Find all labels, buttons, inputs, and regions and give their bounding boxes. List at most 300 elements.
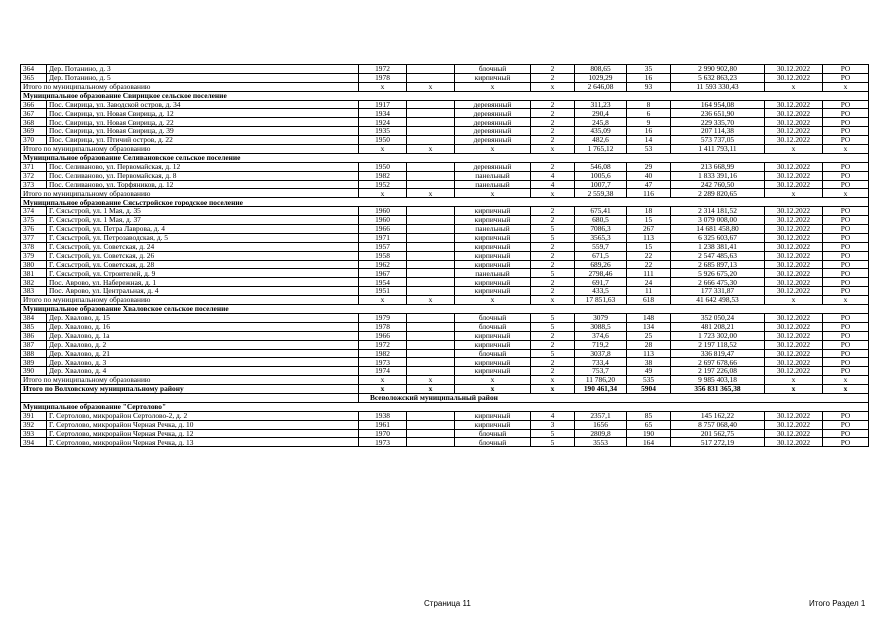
table-cell: 245,8: [575, 118, 627, 127]
table-cell: 30.12.2022: [765, 100, 823, 109]
total-cell: 9 985 403,18: [671, 376, 765, 385]
table-cell: кирпичный: [455, 278, 531, 287]
total-label: Итого по Волховскому муниципальному району: [21, 385, 359, 394]
total-cell: 618: [627, 296, 671, 305]
table-cell: Пос. Аврово, ул. Центральная, д. 4: [47, 287, 359, 296]
table-cell: кирпичный: [455, 420, 531, 429]
table-cell: 2 197 226,08: [671, 367, 765, 376]
table-cell: 38: [627, 358, 671, 367]
table-row: [21, 171, 869, 180]
table-cell: 352 050,24: [671, 313, 765, 322]
table-cell: 9: [627, 118, 671, 127]
table-cell: 2: [531, 278, 575, 287]
table-cell: [407, 420, 455, 429]
section-title: Муниципальное образование Селивановское сельское поселение: [21, 153, 869, 162]
table-cell: 675,41: [575, 207, 627, 216]
table-cell: 207 114,38: [671, 127, 765, 136]
table-cell: 5: [531, 269, 575, 278]
table-cell: Г. Сясьстрой, ул. Советская, д. 26: [47, 251, 359, 260]
total-label: Итого по муниципальному образованию: [21, 376, 359, 385]
total-label: Итого по муниципальному образованию: [21, 189, 359, 198]
table-cell: 559,7: [575, 242, 627, 251]
table-cell: 113: [627, 233, 671, 242]
table-cell: 242 760,50: [671, 180, 765, 189]
table-cell: 382: [21, 278, 47, 287]
table-cell: РО: [823, 136, 869, 145]
table-cell: 1960: [359, 216, 407, 225]
table-row: [21, 242, 869, 251]
table-cell: 1 238 381,41: [671, 242, 765, 251]
table-cell: 366: [21, 100, 47, 109]
table-cell: 2 314 181,52: [671, 207, 765, 216]
table-cell: 2: [531, 331, 575, 340]
table-cell: блочный: [455, 429, 531, 438]
section-title: Муниципальное образование Сясьстройское городское поселение: [21, 198, 869, 207]
table-cell: 680,5: [575, 216, 627, 225]
total-cell: x: [407, 145, 455, 154]
table-cell: 30.12.2022: [765, 127, 823, 136]
section-title: Муниципальное образование Хваловское сельское поселение: [21, 305, 869, 314]
table-cell: Дер. Хвалово, д. 21: [47, 349, 359, 358]
table-cell: [407, 65, 455, 74]
table-cell: [407, 180, 455, 189]
total-cell: x: [765, 145, 823, 154]
table-cell: 16: [627, 73, 671, 82]
table-cell: 1972: [359, 65, 407, 74]
table-cell: [407, 322, 455, 331]
table-row: [21, 367, 869, 376]
table-cell: 2 547 485,63: [671, 251, 765, 260]
total-cell: 2 646,08: [575, 82, 627, 91]
table-cell: 40: [627, 171, 671, 180]
table-cell: 378: [21, 242, 47, 251]
table-row: [21, 260, 869, 269]
table-cell: 30.12.2022: [765, 225, 823, 234]
table-cell: деревянный: [455, 127, 531, 136]
table-cell: 1954: [359, 278, 407, 287]
table-cell: 29: [627, 162, 671, 171]
total-cell: x: [823, 189, 869, 198]
table-cell: [407, 100, 455, 109]
table-cell: 5: [531, 225, 575, 234]
table-cell: Г. Сясьстрой, ул. Советская, д. 28: [47, 260, 359, 269]
table-cell: РО: [823, 100, 869, 109]
table-cell: 808,65: [575, 65, 627, 74]
table-cell: 377: [21, 233, 47, 242]
table-cell: 5: [531, 438, 575, 447]
table-cell: 213 668,99: [671, 162, 765, 171]
table-cell: 380: [21, 260, 47, 269]
table-row: [21, 233, 869, 242]
table-cell: 2798,46: [575, 269, 627, 278]
table-cell: 164 954,08: [671, 100, 765, 109]
total-cell: x: [455, 82, 531, 91]
table-cell: РО: [823, 411, 869, 420]
table-cell: 16: [627, 127, 671, 136]
table-cell: РО: [823, 367, 869, 376]
table-cell: 546,08: [575, 162, 627, 171]
table-cell: 369: [21, 127, 47, 136]
table-cell: 30.12.2022: [765, 216, 823, 225]
table-cell: 1938: [359, 411, 407, 420]
total-cell: x: [765, 376, 823, 385]
table-row: [21, 340, 869, 349]
table-cell: [407, 171, 455, 180]
table-cell: 689,26: [575, 260, 627, 269]
table-cell: РО: [823, 242, 869, 251]
table-cell: [407, 313, 455, 322]
table-cell: 30.12.2022: [765, 313, 823, 322]
table-cell: 1966: [359, 331, 407, 340]
page-number: Страница 11: [424, 599, 471, 608]
table-cell: Пос. Свирица, ул. Новая Свирица, д. 39: [47, 127, 359, 136]
table-cell: 373: [21, 180, 47, 189]
total-cell: x: [359, 376, 407, 385]
table-cell: 691,7: [575, 278, 627, 287]
table-cell: 30.12.2022: [765, 180, 823, 189]
table-row: [21, 73, 869, 82]
table-cell: 1973: [359, 438, 407, 447]
table-cell: кирпичный: [455, 331, 531, 340]
table-cell: 1029,29: [575, 73, 627, 82]
table-cell: 22: [627, 251, 671, 260]
table-cell: Пос. Селиваново, ул. Торфяников, д. 12: [47, 180, 359, 189]
total-cell: x: [823, 376, 869, 385]
table-cell: 30.12.2022: [765, 349, 823, 358]
table-cell: 389: [21, 358, 47, 367]
total-cell: x: [531, 189, 575, 198]
total-cell: x: [823, 296, 869, 305]
table-cell: 1917: [359, 100, 407, 109]
total-cell: 5904: [627, 385, 671, 394]
table-row: [21, 118, 869, 127]
table-cell: [407, 162, 455, 171]
table-cell: 30.12.2022: [765, 171, 823, 180]
table-cell: 381: [21, 269, 47, 278]
table-cell: 30.12.2022: [765, 340, 823, 349]
table-cell: 30.12.2022: [765, 331, 823, 340]
total-cell: x: [531, 296, 575, 305]
table-cell: 5: [531, 322, 575, 331]
table-cell: деревянный: [455, 136, 531, 145]
total-cell: x: [823, 82, 869, 91]
table-row: [21, 313, 869, 322]
table-cell: Пос. Свирица, ул. Новая Свирица, д. 22: [47, 118, 359, 127]
table-cell: 371: [21, 162, 47, 171]
total-label: Итого по муниципальному образованию: [21, 145, 359, 154]
table-cell: 2 685 897,13: [671, 260, 765, 269]
table-cell: 11: [627, 287, 671, 296]
table-cell: 30.12.2022: [765, 233, 823, 242]
table-cell: 379: [21, 251, 47, 260]
table-cell: 2: [531, 207, 575, 216]
total-label: Итого по муниципальному образованию: [21, 296, 359, 305]
table-cell: РО: [823, 233, 869, 242]
total-cell: x: [407, 376, 455, 385]
total-cell: x: [531, 82, 575, 91]
table-cell: 1950: [359, 136, 407, 145]
table-cell: 375: [21, 216, 47, 225]
table-cell: [407, 260, 455, 269]
table-cell: 374,6: [575, 331, 627, 340]
table-cell: 8 757 068,40: [671, 420, 765, 429]
table-cell: Г. Сертолово, микрорайон Сертолово-2, д. 2: [47, 411, 359, 420]
table-cell: РО: [823, 340, 869, 349]
total-cell: x: [455, 296, 531, 305]
table-cell: кирпичный: [455, 367, 531, 376]
table-cell: 384: [21, 313, 47, 322]
table-cell: 5: [531, 313, 575, 322]
table-cell: РО: [823, 322, 869, 331]
table-cell: РО: [823, 287, 869, 296]
table-cell: 2: [531, 73, 575, 82]
table-row: [21, 287, 869, 296]
table-row: [21, 429, 869, 438]
subtotal-row: [21, 189, 869, 198]
table-cell: 3037,8: [575, 349, 627, 358]
table-cell: 4: [531, 411, 575, 420]
total-cell: x: [407, 82, 455, 91]
table-cell: 1966: [359, 225, 407, 234]
table-cell: РО: [823, 420, 869, 429]
table-cell: 482,6: [575, 136, 627, 145]
table-cell: 1007,7: [575, 180, 627, 189]
table-row: [21, 180, 869, 189]
table-row: [21, 349, 869, 358]
table-cell: 388: [21, 349, 47, 358]
table-cell: РО: [823, 331, 869, 340]
table-cell: РО: [823, 109, 869, 118]
table-cell: Г. Сясьстрой, ул. Советская, д. 24: [47, 242, 359, 251]
table-cell: 2: [531, 216, 575, 225]
table-cell: 1935: [359, 127, 407, 136]
table-cell: 383: [21, 287, 47, 296]
table-row: [21, 358, 869, 367]
table-cell: 1978: [359, 322, 407, 331]
total-cell: x: [765, 385, 823, 394]
table-cell: 1972: [359, 340, 407, 349]
table-cell: 164: [627, 438, 671, 447]
table-cell: 30.12.2022: [765, 251, 823, 260]
table-cell: 30.12.2022: [765, 136, 823, 145]
table-cell: 1973: [359, 358, 407, 367]
section-header-row: [21, 153, 869, 162]
table-row: [21, 100, 869, 109]
table-cell: кирпичный: [455, 207, 531, 216]
table-cell: 365: [21, 73, 47, 82]
table-cell: 14: [627, 136, 671, 145]
total-cell: 356 831 365,38: [671, 385, 765, 394]
table-cell: 2: [531, 65, 575, 74]
table-cell: 30.12.2022: [765, 287, 823, 296]
total-cell: 93: [627, 82, 671, 91]
grand-total-row: [21, 385, 869, 394]
total-cell: x: [765, 296, 823, 305]
table-cell: 372: [21, 171, 47, 180]
table-cell: 2809,8: [575, 429, 627, 438]
table-cell: 267: [627, 225, 671, 234]
subtotal-row: [21, 376, 869, 385]
table-cell: 28: [627, 340, 671, 349]
section-title: Муниципальное образование Свирицкое сельское поселение: [21, 91, 869, 100]
table-cell: 30.12.2022: [765, 438, 823, 447]
table-cell: 376: [21, 225, 47, 234]
table-cell: 49: [627, 367, 671, 376]
table-cell: 1970: [359, 429, 407, 438]
table-cell: 15: [627, 216, 671, 225]
total-cell: 11 786,20: [575, 376, 627, 385]
table-cell: РО: [823, 118, 869, 127]
table-cell: кирпичный: [455, 358, 531, 367]
table-row: [21, 162, 869, 171]
table-cell: РО: [823, 162, 869, 171]
table-cell: кирпичный: [455, 340, 531, 349]
table-cell: Пос. Селиваново, ул. Первомайская, д. 12: [47, 162, 359, 171]
total-cell: 190 461,34: [575, 385, 627, 394]
table-cell: Дер. Хвалово, д. 2: [47, 340, 359, 349]
section-header-row: [21, 402, 869, 411]
table-cell: [407, 242, 455, 251]
total-cell: x: [531, 145, 575, 154]
table-cell: 1 833 391,16: [671, 171, 765, 180]
table-cell: 719,2: [575, 340, 627, 349]
table-cell: 2 697 678,66: [671, 358, 765, 367]
table-cell: [407, 136, 455, 145]
table-row: [21, 127, 869, 136]
table-cell: 30.12.2022: [765, 242, 823, 251]
total-cell: 17 851,63: [575, 296, 627, 305]
table-cell: Г. Сясьстрой, ул. Строителей, д. 9: [47, 269, 359, 278]
table-cell: 8: [627, 100, 671, 109]
table-cell: 3079: [575, 313, 627, 322]
total-cell: x: [455, 145, 531, 154]
table-cell: 30.12.2022: [765, 358, 823, 367]
table-cell: 30.12.2022: [765, 322, 823, 331]
table-cell: РО: [823, 65, 869, 74]
table-cell: [407, 118, 455, 127]
table-row: [21, 251, 869, 260]
table-cell: 394: [21, 438, 47, 447]
table-cell: 1961: [359, 420, 407, 429]
table-cell: 30.12.2022: [765, 429, 823, 438]
section-header-row: [21, 305, 869, 314]
section-footer: Итого Раздел 1: [809, 599, 866, 608]
table-cell: панельный: [455, 269, 531, 278]
table-cell: 1656: [575, 420, 627, 429]
table-cell: Пос. Свирица, ул. Заводской остров, д. 34: [47, 100, 359, 109]
table-cell: 374: [21, 207, 47, 216]
table-cell: кирпичный: [455, 216, 531, 225]
total-cell: 11 593 330,43: [671, 82, 765, 91]
table-row: [21, 136, 869, 145]
table-cell: 1934: [359, 109, 407, 118]
table-cell: [407, 349, 455, 358]
table-cell: Дер. Потанино, д. 5: [47, 73, 359, 82]
table-cell: 6 325 603,67: [671, 233, 765, 242]
table-cell: 370: [21, 136, 47, 145]
total-cell: x: [455, 376, 531, 385]
table-cell: 2: [531, 109, 575, 118]
table-cell: 481 208,21: [671, 322, 765, 331]
table-cell: 517 272,19: [671, 438, 765, 447]
total-cell: x: [407, 189, 455, 198]
table-row: [21, 278, 869, 287]
blank-cell: [21, 393, 359, 402]
table-cell: [407, 358, 455, 367]
table-cell: Пос. Аврово, ул. Набережная, д. 1: [47, 278, 359, 287]
table-cell: РО: [823, 313, 869, 322]
table-cell: 671,5: [575, 251, 627, 260]
table-cell: 2: [531, 100, 575, 109]
table-cell: [407, 411, 455, 420]
table-cell: 3: [531, 420, 575, 429]
table-cell: 311,23: [575, 100, 627, 109]
table-cell: 1950: [359, 162, 407, 171]
table-cell: 433,5: [575, 287, 627, 296]
table-cell: [407, 207, 455, 216]
table-cell: 387: [21, 340, 47, 349]
housing-table: [20, 64, 869, 447]
table-cell: 390: [21, 367, 47, 376]
table-cell: 4: [531, 171, 575, 180]
table-cell: 1960: [359, 207, 407, 216]
table-cell: 3565,3: [575, 233, 627, 242]
table-cell: 336 819,47: [671, 349, 765, 358]
table-cell: 4: [531, 180, 575, 189]
table-cell: панельный: [455, 225, 531, 234]
table-cell: 2: [531, 242, 575, 251]
table-cell: 145 162,22: [671, 411, 765, 420]
table-cell: Дер. Хвалово, д. 4: [47, 367, 359, 376]
table-cell: 2: [531, 127, 575, 136]
section-header-row: [21, 198, 869, 207]
total-cell: x: [531, 385, 575, 394]
table-cell: 1982: [359, 349, 407, 358]
total-cell: x: [531, 376, 575, 385]
table-cell: 111: [627, 269, 671, 278]
table-cell: РО: [823, 180, 869, 189]
table-row: [21, 216, 869, 225]
table-cell: [407, 233, 455, 242]
table-cell: 2: [531, 251, 575, 260]
table-cell: 1982: [359, 171, 407, 180]
table-cell: 1951: [359, 287, 407, 296]
district-header-row: [21, 393, 869, 402]
table-cell: панельный: [455, 171, 531, 180]
table-cell: 3088,5: [575, 322, 627, 331]
table-cell: РО: [823, 278, 869, 287]
table-cell: блочный: [455, 322, 531, 331]
table-cell: 2: [531, 340, 575, 349]
table-cell: 148: [627, 313, 671, 322]
table-cell: кирпичный: [455, 287, 531, 296]
table-cell: 364: [21, 65, 47, 74]
table-cell: 236 651,90: [671, 109, 765, 118]
table-row: [21, 225, 869, 234]
table-cell: [407, 216, 455, 225]
table-cell: РО: [823, 358, 869, 367]
total-cell: 116: [627, 189, 671, 198]
table-cell: 2: [531, 260, 575, 269]
table-cell: 30.12.2022: [765, 118, 823, 127]
table-cell: Г. Сясьстрой, ул. Петра Лаврова, д. 4: [47, 225, 359, 234]
total-cell: x: [359, 189, 407, 198]
table-row: [21, 207, 869, 216]
table-cell: 30.12.2022: [765, 367, 823, 376]
table-cell: [407, 73, 455, 82]
table-cell: 1958: [359, 251, 407, 260]
table-cell: РО: [823, 73, 869, 82]
